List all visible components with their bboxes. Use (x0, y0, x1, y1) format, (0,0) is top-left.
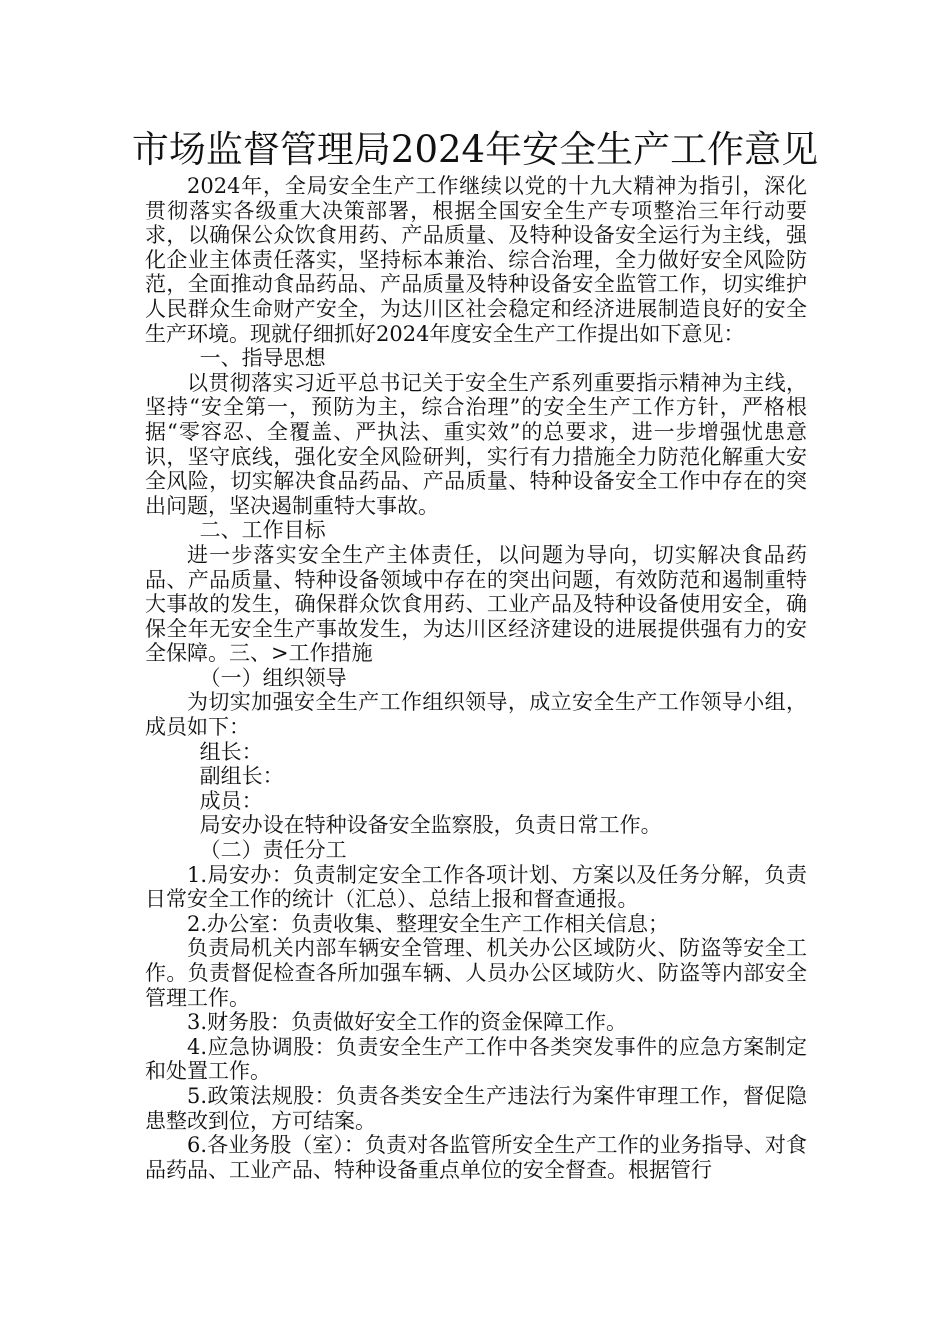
duty-item-2-continued: 负责局机关内部车辆安全管理、机关办公区域防火、防盗等安全工作。负责督促检查各所加强车辆、人员办公区域防火、防盗等内部安全管理工作。 (145, 936, 807, 1010)
office-note: 局安办设在特种设备安全监察股，负责日常工作。 (199, 813, 662, 838)
role-deputy-leader: 副组长： (199, 764, 284, 789)
section-heading-guiding-thought: 一、指导思想 (199, 346, 326, 371)
subsection-heading-responsibilities: （二）责任分工 (199, 838, 347, 863)
duty-item-2: 2.办公室：负责收集、整理安全生产工作相关信息； (187, 911, 670, 936)
subsection-heading-organization: （一）组织领导 (199, 665, 347, 690)
intro-paragraph: 2024年，全局安全生产工作继续以党的十九大精神为指引，深化贯彻落实各级重大决策部署，根据全国安全生产专项整治三年行动要求，以确保公众饮食用药、产品质量、及特种设备安全运行为主线，强化企业主体责任落实，坚持标本兼治、综合治理，全力做好安全风险防范，全面推动食品药品、产品质量及特种设备安全监管工作，切实维护人民群众生命财产安全，为达川区社会稳定和经济进展制造良好的安全生产环境。现就仔细抓好2024年度安全生产工作提出如下意见： (145, 174, 807, 346)
organization-paragraph: 为切实加强安全生产工作组织领导，成立安全生产工作领导小组，成员如下： (145, 690, 807, 740)
role-members: 成员： (199, 788, 263, 813)
section-heading-work-goals: 二、工作目标 (199, 518, 326, 543)
role-leader: 组长： (199, 739, 263, 764)
guiding-thought-paragraph: 以贯彻落实习近平总书记关于安全生产系列重要指示精神为主线，坚持“安全第一，预防为主，综合治理”的安全生产工作方针，严格根据“零容忍、全覆盖、严执法、重实效”的总要求，进一步增强忧患意识，坚守底线，强化安全风险研判，实行有力措施全力防范化解重大安全风险，切实解决食品药品、产品质量、特种设备安全工作中存在的突出问题，坚决遏制重特大事故。 (145, 370, 807, 518)
duty-item-3: 3.财务股：负责做好安全工作的资金保障工作。 (187, 1010, 628, 1035)
document-body (145, 174, 807, 1182)
document-title: 市场监督管理局2024年安全生产工作意见 (131, 128, 819, 171)
duty-item-5: 5.政策法规股：负责各类安全生产违法行为案件审理工作，督促隐患整改到位，方可结案。 (145, 1083, 807, 1133)
duty-item-1: 1.局安办：负责制定安全工作各项计划、方案以及任务分解，负责日常安全工作的统计（汇总）、总结上报和督查通报。 (145, 862, 807, 912)
duty-item-4: 4.应急协调股：负责安全生产工作中各类突发事件的应急方案制定和处置工作。 (145, 1034, 807, 1084)
duty-item-6: 6.各业务股（室）：负责对各监管所安全生产工作的业务指导、对食品药品、工业产品、特种设备重点单位的安全督查。根据管行 (145, 1133, 807, 1182)
work-goals-paragraph: 进一步落实安全生产主体责任，以问题为导向，切实解决食品药品、产品质量、特种设备领域中存在的突出问题，有效防范和遏制重特大事故的发生，确保群众饮食用药、工业产品及特种设备使用安全，确保全年无安全生产事故发生，为达川区经济建设的进展提供强有力的安全保障。三、>工作措施 (145, 542, 807, 666)
